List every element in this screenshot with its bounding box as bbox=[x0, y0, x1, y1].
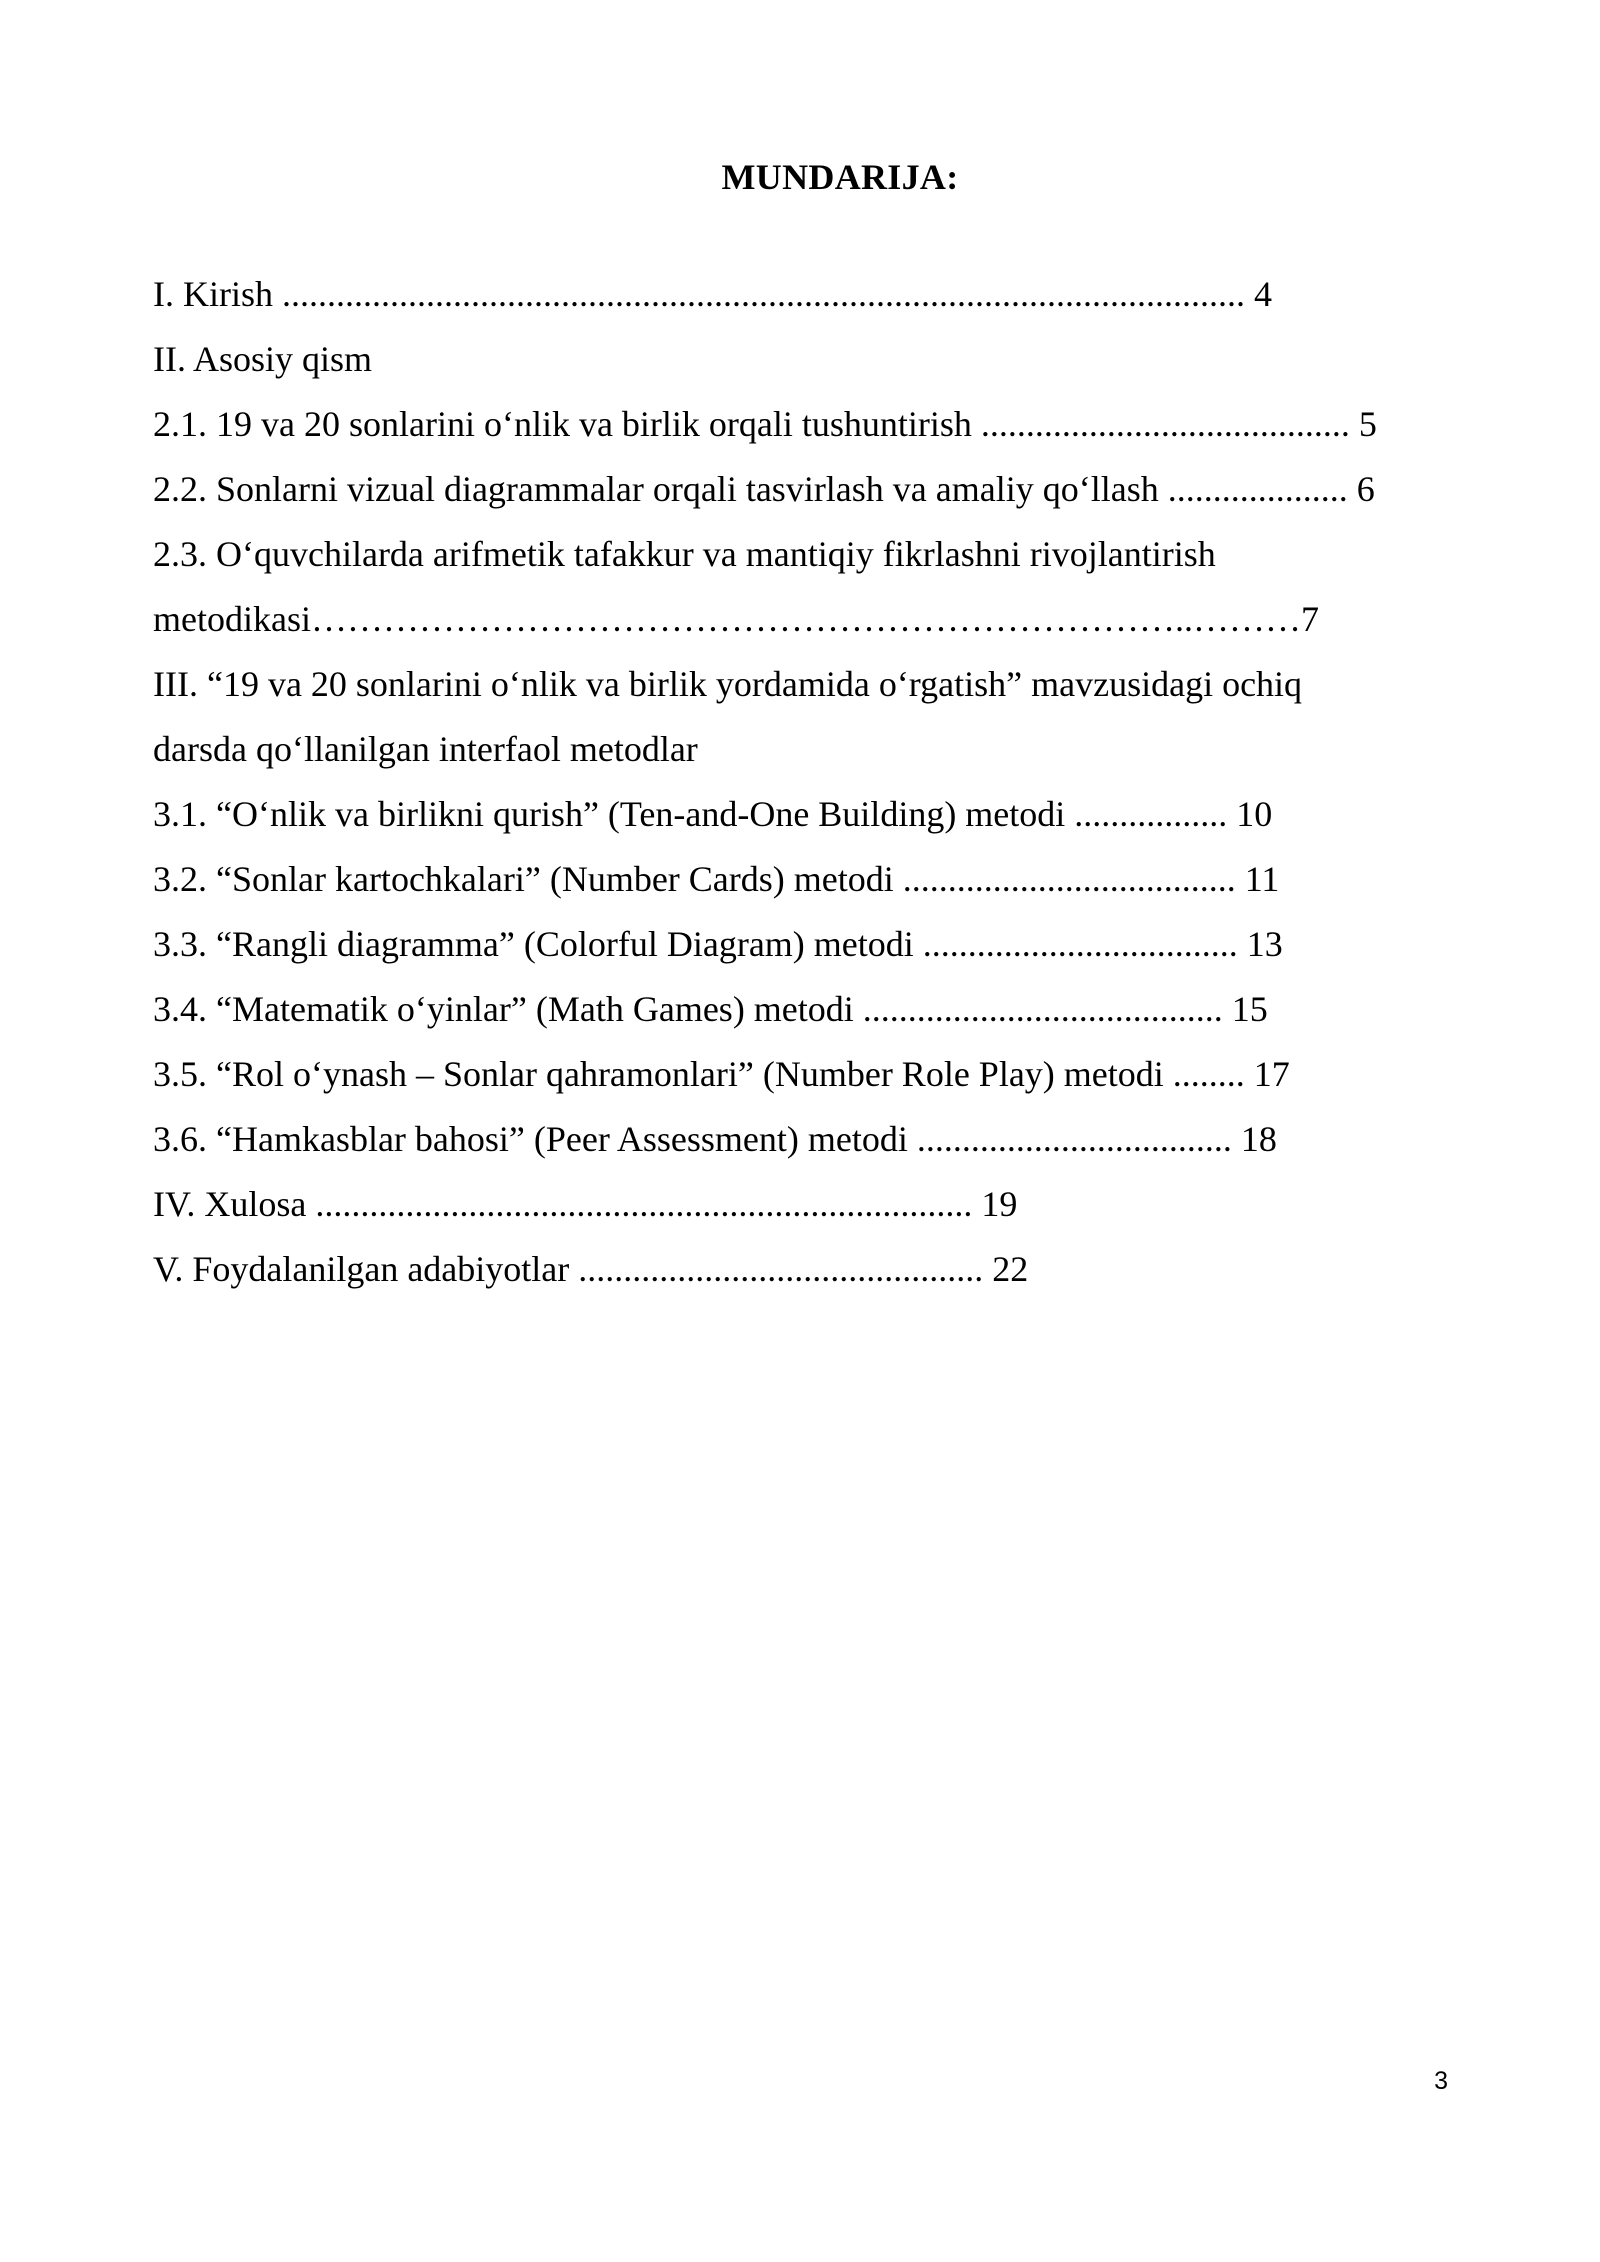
toc-entry-2-1: 2.1. 19 va 20 sonlarini o‘nlik va birlik orqali tushuntirish ......................................... 5 bbox=[153, 404, 1377, 444]
table-of-contents bbox=[153, 262, 1453, 1302]
toc-entry-main-part: II. Asosiy qism bbox=[153, 339, 373, 379]
toc-entry-3-2: 3.2. “Sonlar kartochkalari” (Number Cards) metodi ..................................... 11 bbox=[153, 859, 1280, 899]
toc-entry-2-3: 2.3. O‘quvchilarda arifmetik tafakkur va mantiqiy fikrlashni rivojlantirish bbox=[153, 534, 1216, 574]
toc-entry-section-3: III. “19 va 20 sonlarini o‘nlik va birlik yordamida o‘rgatish” mavzusidagi ochiq bbox=[153, 664, 1303, 704]
toc-entry-3-1: 3.1. “O‘nlik va birlikni qurish” (Ten-and-One Building) metodi ................. 10 bbox=[153, 794, 1273, 834]
toc-entry-references: V. Foydalanilgan adabiyotlar ............................................. 22 bbox=[153, 1249, 1029, 1289]
toc-entry-3-6: 3.6. “Hamkasblar bahosi” (Peer Assessment) metodi ................................... 18 bbox=[153, 1119, 1277, 1159]
toc-entry-section-3-continued: darsda qo‘llanilgan interfaol metodlar bbox=[153, 729, 698, 769]
toc-entry-conclusion: IV. Xulosa ......................................................................... 19 bbox=[153, 1184, 1018, 1224]
toc-entry-3-5: 3.5. “Rol o‘ynash – Sonlar qahramonlari” (Number Role Play) metodi ........ 17 bbox=[153, 1054, 1290, 1094]
toc-entry-3-4: 3.4. “Matematik o‘yinlar” (Math Games) metodi ........................................ 15 bbox=[153, 989, 1268, 1029]
toc-entry-2-2: 2.2. Sonlarni vizual diagrammalar orqali tasvirlash va amaliy qo‘llash .................... 6 bbox=[153, 469, 1375, 509]
toc-entry-2-3-continued: metodikasi………………………………………………………………..………7 bbox=[153, 599, 1319, 639]
toc-entry-introduction: I. Kirish ........................................................................................................... 4 bbox=[153, 274, 1272, 314]
toc-entry-3-3: 3.3. “Rangli diagramma” (Colorful Diagram) metodi ................................... 13 bbox=[153, 924, 1283, 964]
page-number: 3 bbox=[1434, 2067, 1448, 2095]
toc-title: MUNDARIJA: bbox=[721, 157, 959, 197]
